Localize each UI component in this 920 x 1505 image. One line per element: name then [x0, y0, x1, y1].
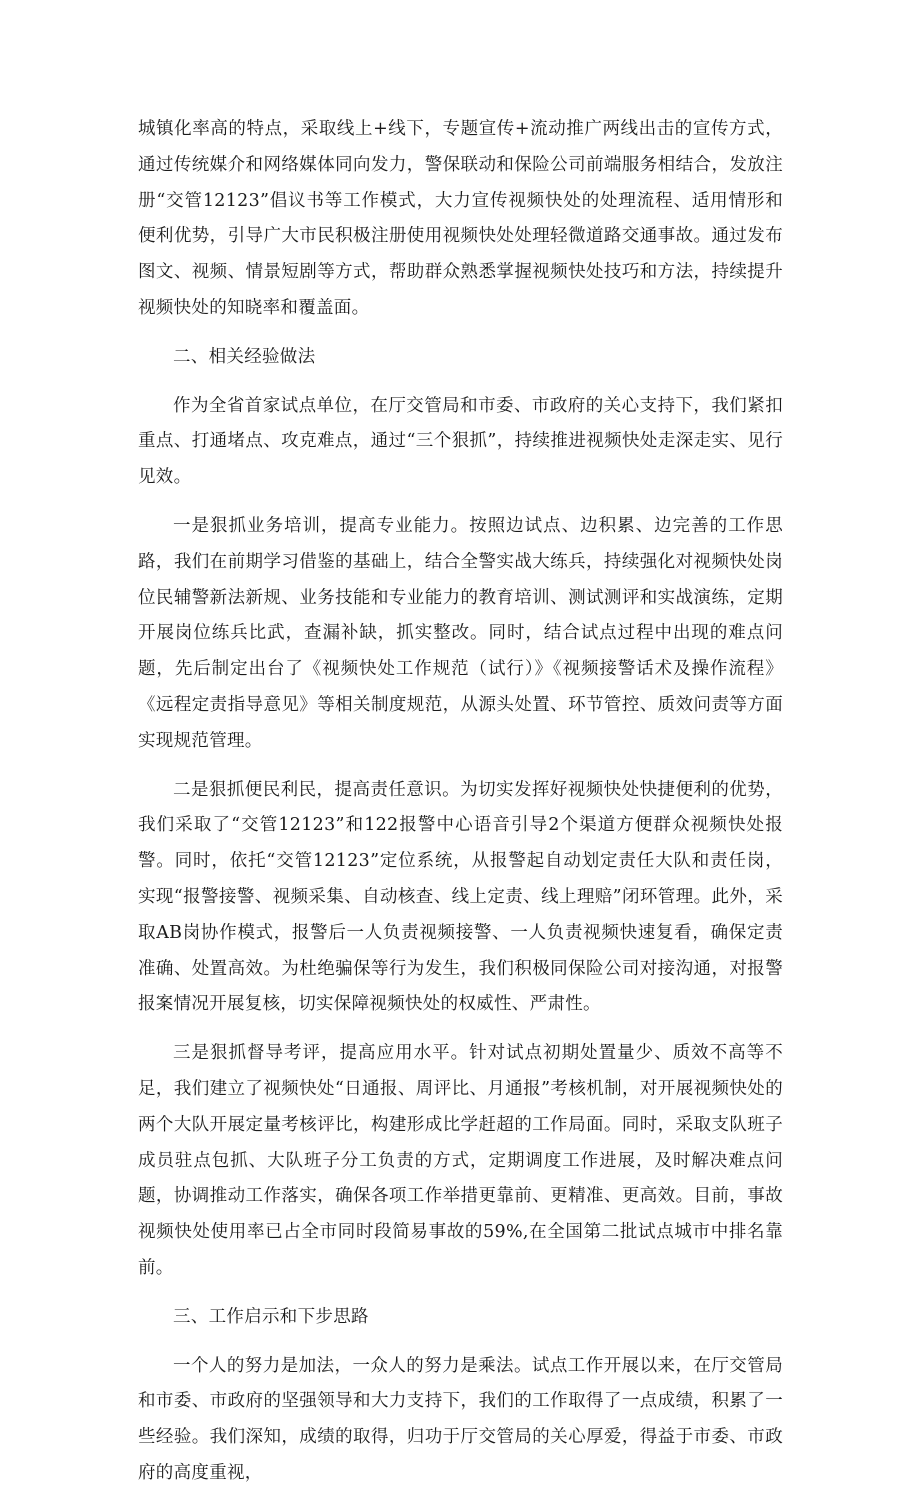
paragraph-training: 一是狠抓业务培训，提高专业能力。按照边试点、边积累、边完善的工作思路，我们在前期学习借鉴的基础上，结合全警实战大练兵，持续强化对视频快处岗位民辅警新法新规、业务技能和专业能力的教育培训、测试测评和实战演练，定期开展岗位练兵比武，查漏补缺，抓实整改。同时，结合试点过程中出现的难点问题，先后制定出台了《视频快处工作规范（试行）》《视频接警话术及操作流程》《远程定责指导意见》等相关制度规范，从源头处置、环节管控、质效问责等方面实现规范管理。	[138, 515, 783, 751]
paragraph-supervision: 三是狠抓督导考评，提高应用水平。针对试点初期处置量少、质效不高等不足，我们建立了视频快处“日通报、周评比、月通报”考核机制，对开展视频快处的两个大队开展定量考核评比，构建形成比学赶超的工作局面。同时，采取支队班子成员驻点包抓、大队班子分工负责的方式，定期调度工作进展，及时解决难点问题，协调推动工作落实，确保各项工作举措更靠前、更精准、更高效。目前，事故视频快处使用率已占全市同时段简易事故的59%,在全国第二批试点城市中排名靠前。	[138, 1043, 783, 1278]
document-body	[138, 112, 783, 1505]
section-heading-next-steps: 三、工作启示和下步思路	[173, 1306, 369, 1327]
section-heading-experience: 二、相关经验做法	[173, 346, 316, 367]
paragraph-reflection: 一个人的努力是加法，一众人的努力是乘法。试点工作开展以来，在厅交管局和市委、市政府的坚强领导和大力支持下，我们的工作取得了一点成绩，积累了一些经验。我们深知，成绩的取得，归功于厅交管局的关心厚爱，得益于市委、市政府的高度重视，	[138, 1355, 783, 1483]
paragraph-intro-continuation: 城镇化率高的特点，采取线上+线下，专题宣传+流动推广两线出击的宣传方式，通过传统媒介和网络媒体同向发力，警保联动和保险公司前端服务相结合，发放注册“交管12123”倡议书等工作模式，大力宣传视频快处的处理流程、适用情形和便利优势，引导广大市民积极注册使用视频快处处理轻微道路交通事故。通过发布图文、视频、情景短剧等方式，帮助群众熟悉掌握视频快处技巧和方法，持续提升视频快处的知晓率和覆盖面。	[138, 119, 783, 318]
paragraph-overview: 作为全省首家试点单位，在厅交管局和市委、市政府的关心支持下，我们紧扣重点、打通堵点、攻克难点，通过“三个狠抓”，持续推进视频快处走深走实、见行见效。	[138, 395, 783, 488]
paragraph-convenience: 二是狠抓便民利民，提高责任意识。为切实发挥好视频快处快捷便利的优势，我们采取了“交管12123”和122报警中心语音引导2个渠道方便群众视频快处报警。同时，依托“交管12123”定位系统，从报警起自动划定责任大队和责任岗，实现“报警接警、视频采集、自动核查、线上定责、线上理赔”闭环管理。此外，采取AB岗协作模式，报警后一人负责视频接警、一人负责视频快速复看，确保定责准确、处置高效。为杜绝骗保等行为发生，我们积极同保险公司对接沟通，对报警报案情况开展复核，切实保障视频快处的权威性、严肃性。	[138, 779, 783, 1015]
